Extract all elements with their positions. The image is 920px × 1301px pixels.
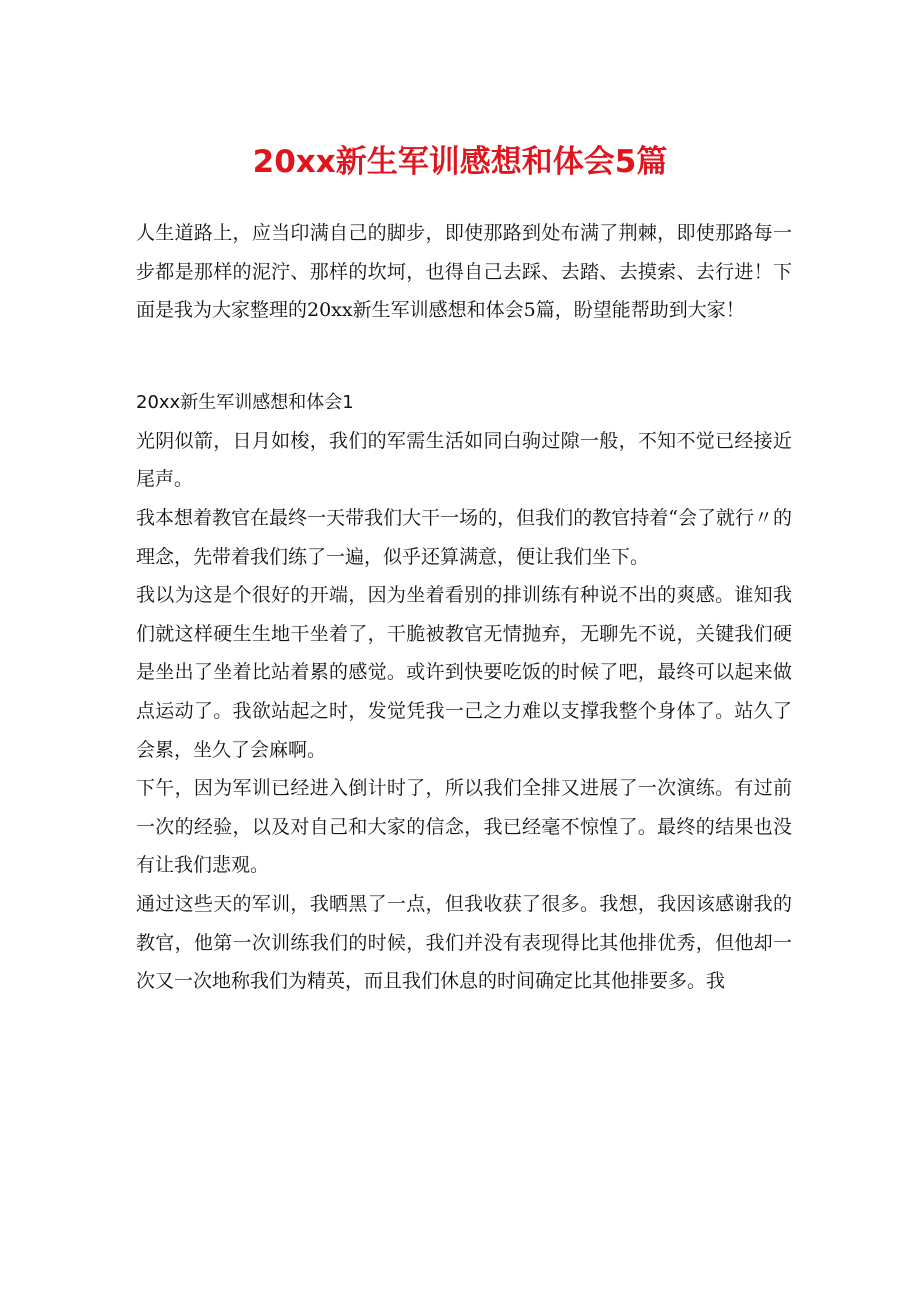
body-paragraph-5: 通过这些天的军训，我晒黑了一点，但我收获了很多。我想，我因该感谢我的教官，他第一次训练我们的时候，我们并没有表现得比其他排优秀，但他却一次又一次地称我们为精英，而且我们休息的时间确定比其他排要多。我	[136, 892, 792, 993]
intro-paragraph: 人生道路上，应当印满自己的脚步，即使那路到处布满了荆棘，即使那路每一步都是那样的泥泞、那样的坎坷，也得自己去踩、去踏、去摸索、去行进！下面是我为大家整理的20xx新生军训感想和体会5篇，盼望能帮助到大家！	[136, 222, 792, 322]
document-body	[136, 214, 792, 1001]
section-heading: 20xx新生军训感想和体会1	[136, 391, 354, 413]
document-title: 20xx新生军训感想和体会5篇	[252, 144, 668, 180]
body-paragraph-3: 我以为这是个很好的开端，因为坐着看别的排训练有种说不出的爽感。谁知我们就这样硬生生地干坐着了，干脆被教官无情抛弃，无聊先不说，关键我们硬是坐出了坐着比站着累的感觉。或许到快要吃饭的时候了吧，最终可以起来做点运动了。我欲站起之时，发觉凭我一己之力难以支撑我整个身体了。站久了会累，坐久了会麻啊。	[136, 584, 792, 761]
body-paragraph-1: 光阴似箭，日月如梭，我们的军需生活如同白驹过隙一般，不知不觉已经接近尾声。	[136, 429, 792, 491]
body-paragraph-4: 下午，因为军训已经进入倒计时了，所以我们全排又进展了一次演练。有过前一次的经验，以及对自己和大家的信念，我已经毫不惊惶了。最终的结果也没有让我们悲观。	[136, 777, 792, 877]
body-paragraph-2: 我本想着教官在最终一天带我们大干一场的，但我们的教官持着“会了就行〃的理念，先带着我们练了一遍，似乎还算满意，便让我们坐下。	[136, 506, 792, 568]
